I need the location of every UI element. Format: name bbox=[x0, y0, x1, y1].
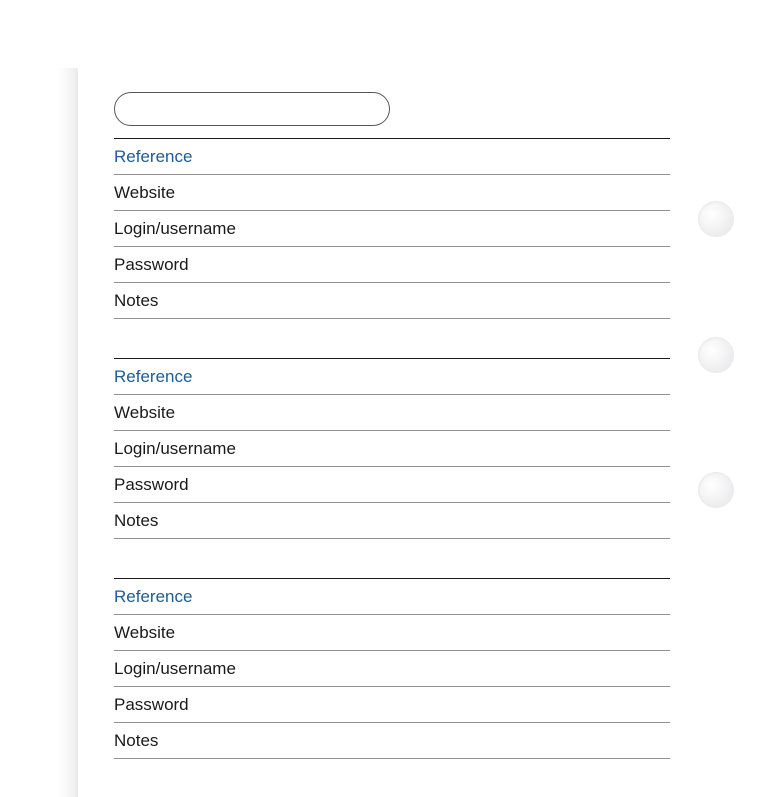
reference-label: Reference bbox=[114, 147, 193, 166]
reference-row[interactable] bbox=[114, 139, 670, 175]
website-label: Website bbox=[114, 623, 176, 642]
notes-label: Notes bbox=[114, 291, 159, 310]
notes-label: Notes bbox=[114, 511, 159, 530]
notes-row[interactable] bbox=[114, 503, 670, 539]
page-edge-shadow bbox=[58, 68, 80, 797]
password-row[interactable] bbox=[114, 247, 670, 283]
reference-label: Reference bbox=[114, 587, 193, 606]
organiser-page bbox=[78, 68, 760, 797]
notes-row[interactable] bbox=[114, 723, 670, 759]
reference-row[interactable] bbox=[114, 359, 670, 395]
website-label: Website bbox=[114, 403, 176, 422]
password-entry-3 bbox=[114, 578, 670, 759]
reference-row[interactable] bbox=[114, 579, 670, 615]
password-label: Password bbox=[114, 255, 189, 274]
binder-hole-2 bbox=[698, 337, 734, 373]
password-label: Password bbox=[114, 475, 189, 494]
website-row[interactable] bbox=[114, 175, 670, 211]
login-label: Login/username bbox=[114, 219, 236, 238]
password-row[interactable] bbox=[114, 467, 670, 503]
password-entry-2 bbox=[114, 358, 670, 539]
login-label: Login/username bbox=[114, 439, 236, 458]
binder-hole-1 bbox=[698, 201, 734, 237]
website-row[interactable] bbox=[114, 395, 670, 431]
login-row[interactable] bbox=[114, 651, 670, 687]
password-label: Password bbox=[114, 695, 189, 714]
website-row[interactable] bbox=[114, 615, 670, 651]
login-label: Login/username bbox=[114, 659, 236, 678]
website-label: Website bbox=[114, 183, 176, 202]
password-entry-1 bbox=[114, 138, 670, 319]
password-row[interactable] bbox=[114, 687, 670, 723]
title-field[interactable] bbox=[114, 92, 390, 126]
notes-label: Notes bbox=[114, 731, 159, 750]
login-row[interactable] bbox=[114, 211, 670, 247]
notes-row[interactable] bbox=[114, 283, 670, 319]
reference-label: Reference bbox=[114, 367, 193, 386]
binder-hole-3 bbox=[698, 472, 734, 508]
login-row[interactable] bbox=[114, 431, 670, 467]
